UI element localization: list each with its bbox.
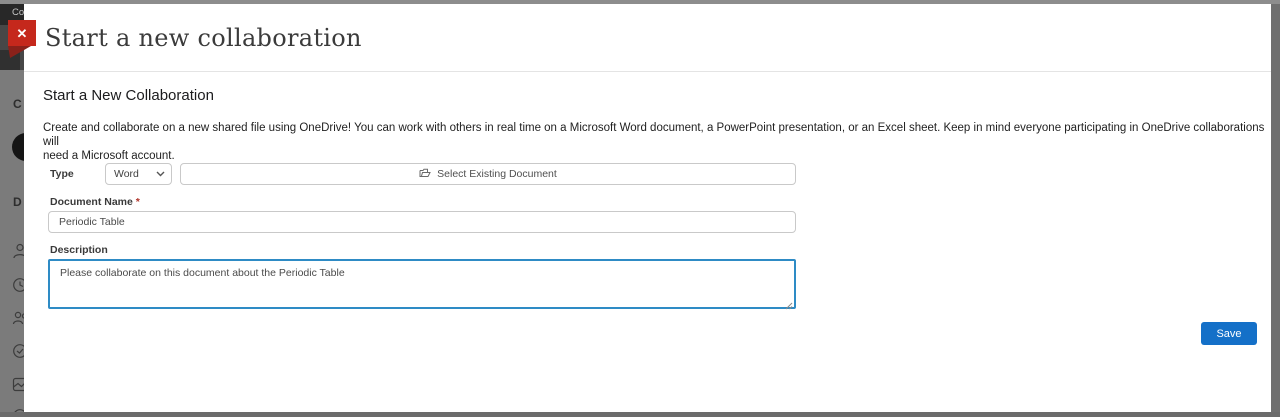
person-icon — [12, 243, 24, 259]
required-asterisk: * — [135, 196, 140, 208]
sidebar-text-fragment: Co — [12, 7, 24, 18]
sidebar-letter-fragment: C — [13, 97, 22, 111]
intro-line-1: Create and collaborate on a new shared file using OneDrive! You can work with others in real time on a Microsoft Word document, a PowerPoint presentation, or an Excel sheet. Keep in mind everyone participating in OneDrive collaborations will — [43, 122, 1265, 148]
dimmed-sidebar — [0, 4, 24, 412]
type-select-value: Word — [114, 168, 139, 180]
document-name-input[interactable] — [48, 211, 796, 233]
description-label: Description — [50, 244, 108, 256]
document-name-label — [50, 196, 140, 208]
open-folder-icon — [419, 168, 431, 181]
description-field-wrapper — [48, 259, 796, 309]
save-button[interactable]: Save — [1201, 322, 1257, 345]
modal-header — [24, 4, 1271, 72]
close-button[interactable] — [8, 20, 36, 46]
history-icon — [12, 343, 24, 359]
intro-text — [43, 121, 1271, 163]
clock-icon — [12, 277, 24, 293]
document-name-label-text: Document Name — [50, 196, 133, 208]
report-icon — [12, 377, 24, 393]
avatar — [12, 133, 24, 161]
backdrop-right-edge — [1271, 4, 1280, 412]
intro-line-2: need a Microsoft account. — [43, 150, 175, 162]
description-textarea[interactable] — [48, 259, 796, 309]
start-collaboration-modal — [24, 4, 1271, 412]
select-existing-document-label: Select Existing Document — [437, 168, 557, 180]
type-label: Type — [50, 168, 74, 180]
chevron-down-icon — [156, 168, 165, 180]
close-icon: ✕ — [16, 25, 28, 41]
backdrop-bottom-edge — [0, 412, 1280, 417]
form-heading: Start a New Collaboration — [43, 87, 214, 104]
people-icon — [12, 310, 24, 326]
modal-title: Start a new collaboration — [45, 24, 362, 52]
sidebar-letter-fragment: D — [13, 195, 22, 209]
select-existing-document-button[interactable] — [180, 163, 796, 185]
type-select[interactable] — [105, 163, 172, 185]
